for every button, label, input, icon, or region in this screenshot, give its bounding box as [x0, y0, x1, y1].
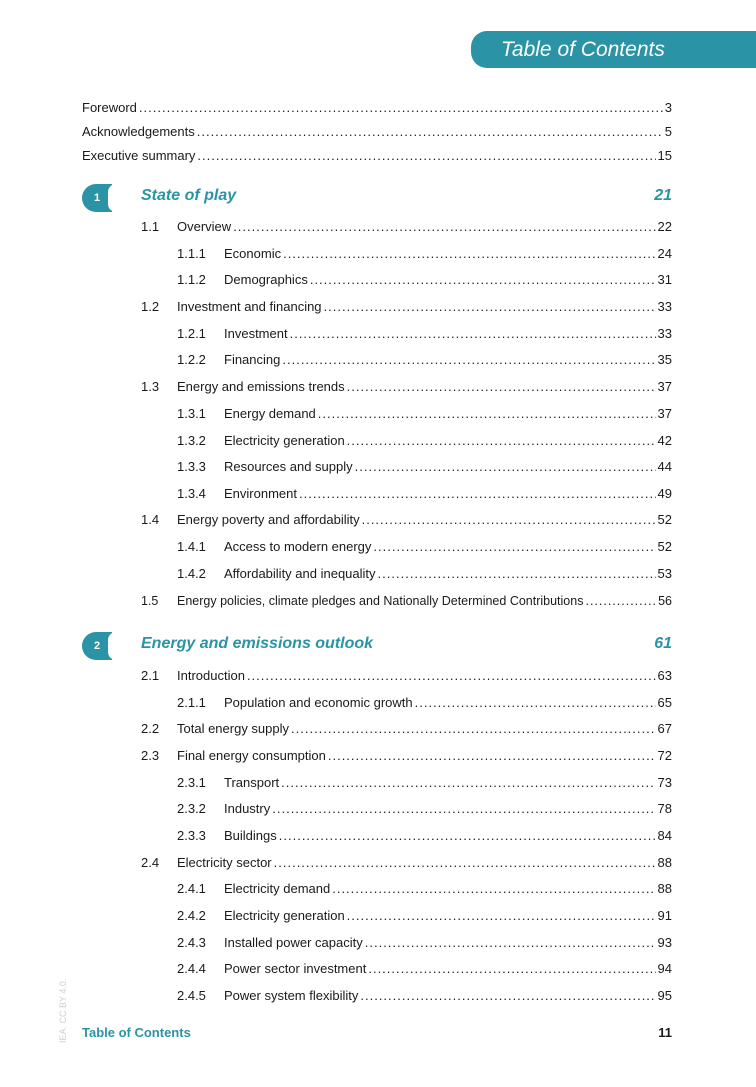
dot-leader [368, 960, 655, 978]
toc-entry[interactable] [141, 298, 672, 316]
toc-entry-label: Industry [224, 801, 271, 816]
dot-leader [139, 99, 663, 117]
chapter-heading-2[interactable] [82, 632, 672, 662]
toc-entry-page: 73 [657, 775, 672, 790]
page-header-title: Table of Contents [471, 31, 756, 68]
toc-entry-label: Power sector investment [224, 961, 367, 976]
toc-entry-page: 53 [657, 566, 672, 581]
toc-entry[interactable] [177, 800, 672, 818]
dot-leader [247, 667, 656, 685]
toc-entry-label: Executive summary [82, 148, 196, 163]
toc-entry-label: Overview [177, 219, 232, 234]
chapter-title: State of play [141, 187, 237, 204]
toc-entry-label: Demographics [224, 272, 308, 287]
toc-entry-page: 94 [657, 961, 672, 976]
toc-entry-number: 1.5 [141, 594, 159, 608]
dot-leader [274, 854, 656, 872]
toc-entry-label: Energy policies, climate pledges and Nationally Determined Contributions [177, 594, 584, 608]
toc-entry-label: Buildings [224, 828, 277, 843]
toc-entry-page: 67 [657, 721, 672, 736]
toc-entry-page: 3 [664, 100, 672, 115]
toc-entry[interactable] [177, 405, 672, 423]
toc-entry[interactable] [177, 458, 672, 476]
toc-entry-page: 44 [657, 459, 672, 474]
toc-entry-number: 2.3.1 [177, 775, 206, 790]
toc-entry-number: 2.4.4 [177, 961, 206, 976]
chapter-number-badge: 1 [82, 184, 112, 212]
toc-entry-number: 2.3.3 [177, 828, 206, 843]
toc-entry[interactable] [177, 960, 672, 978]
dot-leader [378, 565, 656, 583]
toc-entry[interactable] [141, 854, 672, 872]
toc-entry-label: Foreword [82, 100, 137, 115]
dot-leader [347, 432, 656, 450]
toc-entry-page: 72 [657, 748, 672, 763]
chapter-heading-1[interactable] [82, 184, 672, 214]
toc-entry-page: 37 [657, 379, 672, 394]
toc-entry-label: Environment [224, 486, 297, 501]
toc-entry[interactable] [177, 907, 672, 925]
dot-leader [299, 485, 656, 503]
toc-entry-label: Introduction [177, 668, 245, 683]
toc-entry-page: 91 [657, 908, 672, 923]
dot-leader [279, 827, 656, 845]
toc-entry-number: 2.4.1 [177, 881, 206, 896]
dot-leader [362, 511, 656, 529]
dot-leader [324, 298, 656, 316]
toc-entry-number: 1.1.2 [177, 272, 206, 287]
toc-entry[interactable] [141, 218, 672, 236]
toc-entry[interactable] [177, 432, 672, 450]
toc-entry-number: 1.3.1 [177, 406, 206, 421]
toc-entry-label: Population and economic growth [224, 695, 413, 710]
toc-entry[interactable] [141, 592, 672, 610]
toc-entry-number: 1.4.1 [177, 539, 206, 554]
toc-entry[interactable] [177, 538, 672, 556]
toc-entry[interactable] [177, 934, 672, 952]
toc-entry-label: Final energy consumption [177, 748, 326, 763]
toc-entry-page: 5 [664, 124, 672, 139]
chapter-number-badge: 2 [82, 632, 112, 660]
toc-entry-page: 78 [657, 801, 672, 816]
dot-leader [282, 351, 655, 369]
dot-leader [373, 538, 655, 556]
toc-entry-label: Total energy supply [177, 721, 290, 736]
dot-leader [272, 800, 655, 818]
dot-leader [585, 592, 656, 610]
toc-entry-number: 1.2 [141, 299, 160, 314]
toc-entry-acknowledgements[interactable] [82, 123, 672, 141]
toc-entry-number: 1.3.3 [177, 459, 206, 474]
toc-entry-number: 1.3.4 [177, 486, 206, 501]
toc-entry-label: Electricity generation [224, 908, 345, 923]
dot-leader [290, 325, 656, 343]
toc-entry[interactable] [177, 565, 672, 583]
toc-entry[interactable] [177, 351, 672, 369]
toc-entry-number: 1.1 [141, 219, 160, 234]
toc-entry-page: 88 [657, 855, 672, 870]
toc-entry-page: 33 [657, 299, 672, 314]
toc-entry[interactable] [177, 987, 672, 1005]
toc-entry-page: 35 [657, 352, 672, 367]
toc-entry-foreword[interactable] [82, 99, 672, 117]
toc-entry-page: 65 [657, 695, 672, 710]
toc-entry-label: Electricity sector [177, 855, 272, 870]
dot-leader [365, 934, 656, 952]
toc-entry-label: Resources and supply [224, 459, 353, 474]
dot-leader [347, 907, 656, 925]
dot-leader [360, 987, 655, 1005]
toc-entry[interactable] [177, 271, 672, 289]
toc-entry-executive-summary[interactable] [82, 147, 672, 165]
page-number: 11 [658, 1025, 672, 1040]
toc-entry-number: 1.2.1 [177, 326, 206, 341]
toc-entry-page: 52 [657, 539, 672, 554]
toc-entry-label: Electricity demand [224, 881, 331, 896]
toc-entry[interactable] [141, 720, 672, 738]
toc-entry-label: Transport [224, 775, 280, 790]
toc-entry-page: 31 [657, 272, 672, 287]
dot-leader [347, 378, 656, 396]
toc-entry-label: Investment and financing [177, 299, 322, 314]
toc-entry-page: 56 [658, 594, 672, 608]
toc-entry-number: 2.4.5 [177, 988, 206, 1003]
toc-entry-label: Economic [224, 246, 282, 261]
toc-entry[interactable] [177, 325, 672, 343]
toc-entry-page: 24 [657, 246, 672, 261]
toc-entry-number: 2.3.2 [177, 801, 206, 816]
toc-entry[interactable] [177, 694, 672, 712]
toc-entry-page: 52 [657, 512, 672, 527]
toc-entry-label: Energy and emissions trends [177, 379, 345, 394]
toc-entry-number: 2.1.1 [177, 695, 206, 710]
dot-leader [197, 123, 663, 141]
toc-entry-page: 37 [657, 406, 672, 421]
dot-leader [310, 271, 656, 289]
license-note: IEA. CC BY 4.0. [58, 978, 68, 1043]
chapter-page: 61 [654, 635, 672, 652]
chapter-page: 21 [654, 187, 672, 204]
toc-entry-label: Affordability and inequality [224, 566, 376, 581]
dot-leader [415, 694, 656, 712]
footer-title: Table of Contents [82, 1025, 191, 1040]
toc-entry-number: 2.4.2 [177, 908, 206, 923]
toc-entry-label: Energy poverty and affordability [177, 512, 360, 527]
toc-entry[interactable] [177, 774, 672, 792]
dot-leader [318, 405, 656, 423]
toc-entry-page: 22 [657, 219, 672, 234]
toc-entry-label: Financing [224, 352, 281, 367]
toc-entry-number: 2.4 [141, 855, 160, 870]
toc-entry[interactable] [177, 827, 672, 845]
toc-entry-label: Acknowledgements [82, 124, 195, 139]
toc-entry-page: 63 [657, 668, 672, 683]
dot-leader [281, 774, 655, 792]
toc-entry-label: Access to modern energy [224, 539, 372, 554]
toc-entry-label: Power system flexibility [224, 988, 359, 1003]
toc-entry-page: 49 [657, 486, 672, 501]
toc-entry[interactable] [141, 511, 672, 529]
toc-entry-number: 2.1 [141, 668, 160, 683]
toc-entry[interactable] [141, 667, 672, 685]
dot-leader [233, 218, 655, 236]
toc-entry[interactable] [141, 378, 672, 396]
dot-leader [197, 147, 655, 165]
toc-entry-page: 93 [657, 935, 672, 950]
toc-entry-number: 1.4.2 [177, 566, 206, 581]
toc-entry-label: Investment [224, 326, 288, 341]
dot-leader [355, 458, 656, 476]
toc-entry-number: 2.3 [141, 748, 160, 763]
toc-entry-page: 95 [657, 988, 672, 1003]
toc-entry[interactable] [177, 245, 672, 263]
dot-leader [283, 245, 655, 263]
dot-leader [332, 880, 655, 898]
toc-entry-number: 1.2.2 [177, 352, 206, 367]
toc-entry-page: 42 [657, 433, 672, 448]
toc-entry[interactable] [177, 485, 672, 503]
chapter-title: Energy and emissions outlook [141, 635, 374, 652]
toc-entry-page: 33 [657, 326, 672, 341]
toc-entry-label: Electricity generation [224, 433, 345, 448]
toc-entry[interactable] [177, 880, 672, 898]
toc-entry-number: 2.4.3 [177, 935, 206, 950]
toc-entry-number: 1.1.1 [177, 246, 206, 261]
dot-leader [291, 720, 656, 738]
dot-leader [328, 747, 656, 765]
toc-entry-number: 1.3.2 [177, 433, 206, 448]
toc-entry-number: 2.2 [141, 721, 160, 736]
toc-entry-number: 1.4 [141, 512, 160, 527]
toc-entry-label: Installed power capacity [224, 935, 363, 950]
toc-entry[interactable] [141, 747, 672, 765]
toc-entry-page: 15 [657, 148, 672, 163]
toc-entry-page: 88 [657, 881, 672, 896]
toc-entry-number: 1.3 [141, 379, 160, 394]
toc-entry-label: Energy demand [224, 406, 316, 421]
toc-entry-page: 84 [657, 828, 672, 843]
